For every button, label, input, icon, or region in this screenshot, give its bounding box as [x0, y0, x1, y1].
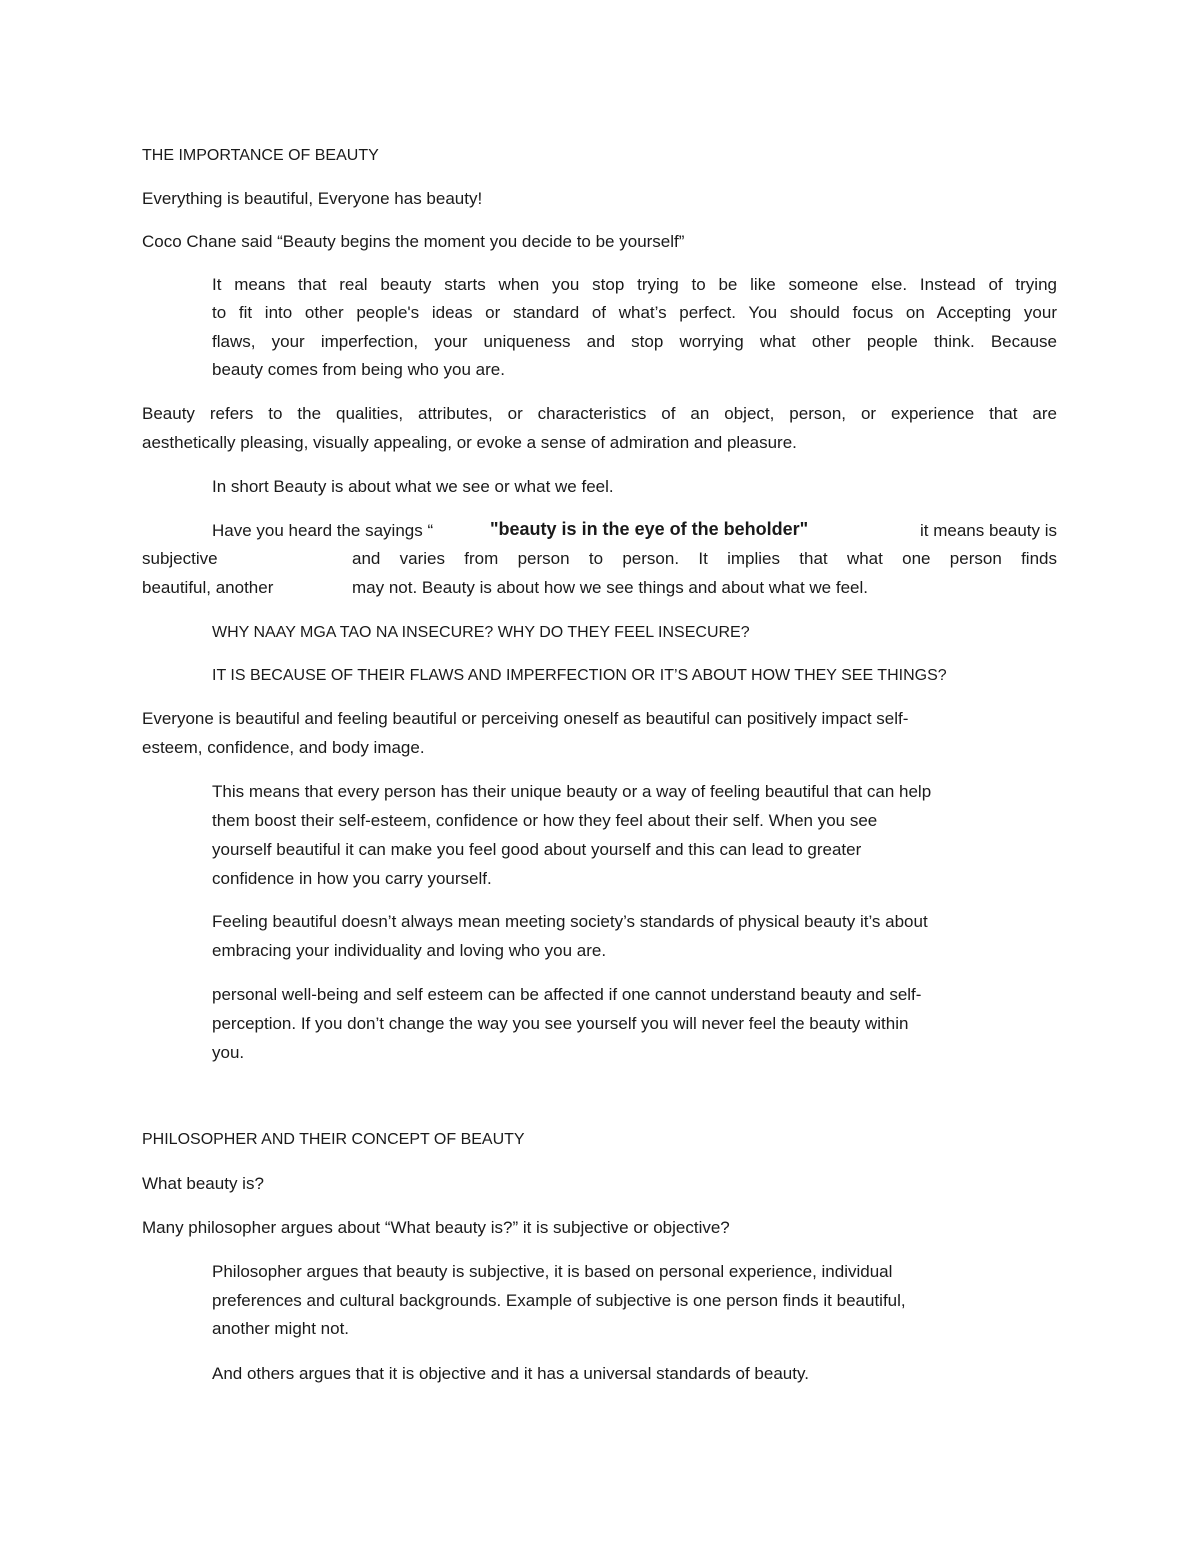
tagline: Everything is beautiful, Everyone has beauty! [142, 189, 483, 208]
explanation-line: beauty comes from being who you are. [212, 360, 505, 379]
beholder-saying: "beauty is in the eye of the beholder" [490, 519, 809, 539]
subjective-line: Philosopher argues that beauty is subjective, it is based on personal experience, individual [212, 1262, 893, 1281]
sayings-right-col: and varies from person to person. It implies that what one person finds [352, 549, 1057, 568]
subjective-line: preferences and cultural backgrounds. Example of subjective is one person finds it beautiful, [212, 1291, 906, 1310]
this-means-line: yourself beautiful it can make you feel good about yourself and this can lead to greater [212, 840, 862, 859]
feeling-beautiful-line: embracing your individuality and loving who you are. [212, 941, 607, 960]
sayings-left-col: subjective [142, 549, 218, 568]
sayings-right-col: may not. Beauty is about how we see things and about what we feel. [352, 578, 868, 597]
in-short-statement: In short Beauty is about what we see or what we feel. [212, 477, 614, 496]
explanation-line: It means that real beauty starts when you stop trying to be like someone else. Instead of trying [212, 275, 1057, 294]
insecure-question: WHY NAAY MGA TAO NA INSECURE? WHY DO THEY FEEL INSECURE? [212, 624, 750, 641]
well-being-line: perception. If you don’t change the way you see yourself you will never feel the beauty within [212, 1014, 909, 1033]
sayings-lead: Have you heard the sayings “ [212, 521, 434, 540]
feeling-beautiful-line: Feeling beautiful doesn’t always mean meeting society’s standards of physical beauty it’s about [212, 912, 928, 931]
this-means-line: confidence in how you carry yourself. [212, 869, 492, 888]
this-means-line: them boost their self-esteem, confidence or how they feel about their self. When you see [212, 811, 878, 830]
this-means-line: This means that every person has their unique beauty or a way of feeling beautiful that can help [212, 782, 932, 801]
objective-statement: And others argues that it is objective and it has a universal standards of beauty. [212, 1364, 809, 1383]
section-title-importance: THE IMPORTANCE OF BEAUTY [142, 147, 379, 164]
everyone-line: Everyone is beautiful and feeling beautiful or perceiving oneself as beautiful can positively impact self- [142, 709, 909, 728]
well-being-line: personal well-being and self esteem can be affected if one cannot understand beauty and self- [212, 985, 922, 1004]
everyone-line: esteem, confidence, and body image. [142, 738, 425, 757]
sayings-tail: it means beauty is [919, 521, 1057, 540]
well-being-line: you. [212, 1043, 245, 1062]
what-beauty-is-question: What beauty is? [142, 1174, 264, 1193]
sayings-left-col: beautiful, another [142, 578, 274, 597]
philosopher-argument: Many philosopher argues about “What beauty is?” it is subjective or objective? [142, 1218, 730, 1237]
subjective-line: another might not. [212, 1319, 350, 1338]
definition-line: Beauty refers to the qualities, attributes, or characteristics of an object, person, or experience that are [142, 404, 1057, 423]
definition-line: aesthetically pleasing, visually appealing, or evoke a sense of admiration and pleasure. [142, 433, 797, 452]
coco-chanel-quote: Coco Chane said “Beauty begins the moment you decide to be yourself” [142, 232, 685, 251]
section-title-philosopher: PHILOSOPHER AND THEIR CONCEPT OF BEAUTY [142, 1131, 525, 1148]
explanation-line: flaws, your imperfection, your uniqueness and stop worrying what other people think. Because [212, 332, 1057, 351]
flaws-question: IT IS BECAUSE OF THEIR FLAWS AND IMPERFECTION OR IT’S ABOUT HOW THEY SEE THINGS? [212, 667, 947, 684]
explanation-line: to fit into other people's ideas or standard of what’s perfect. You should focus on Accepting your [212, 303, 1057, 322]
